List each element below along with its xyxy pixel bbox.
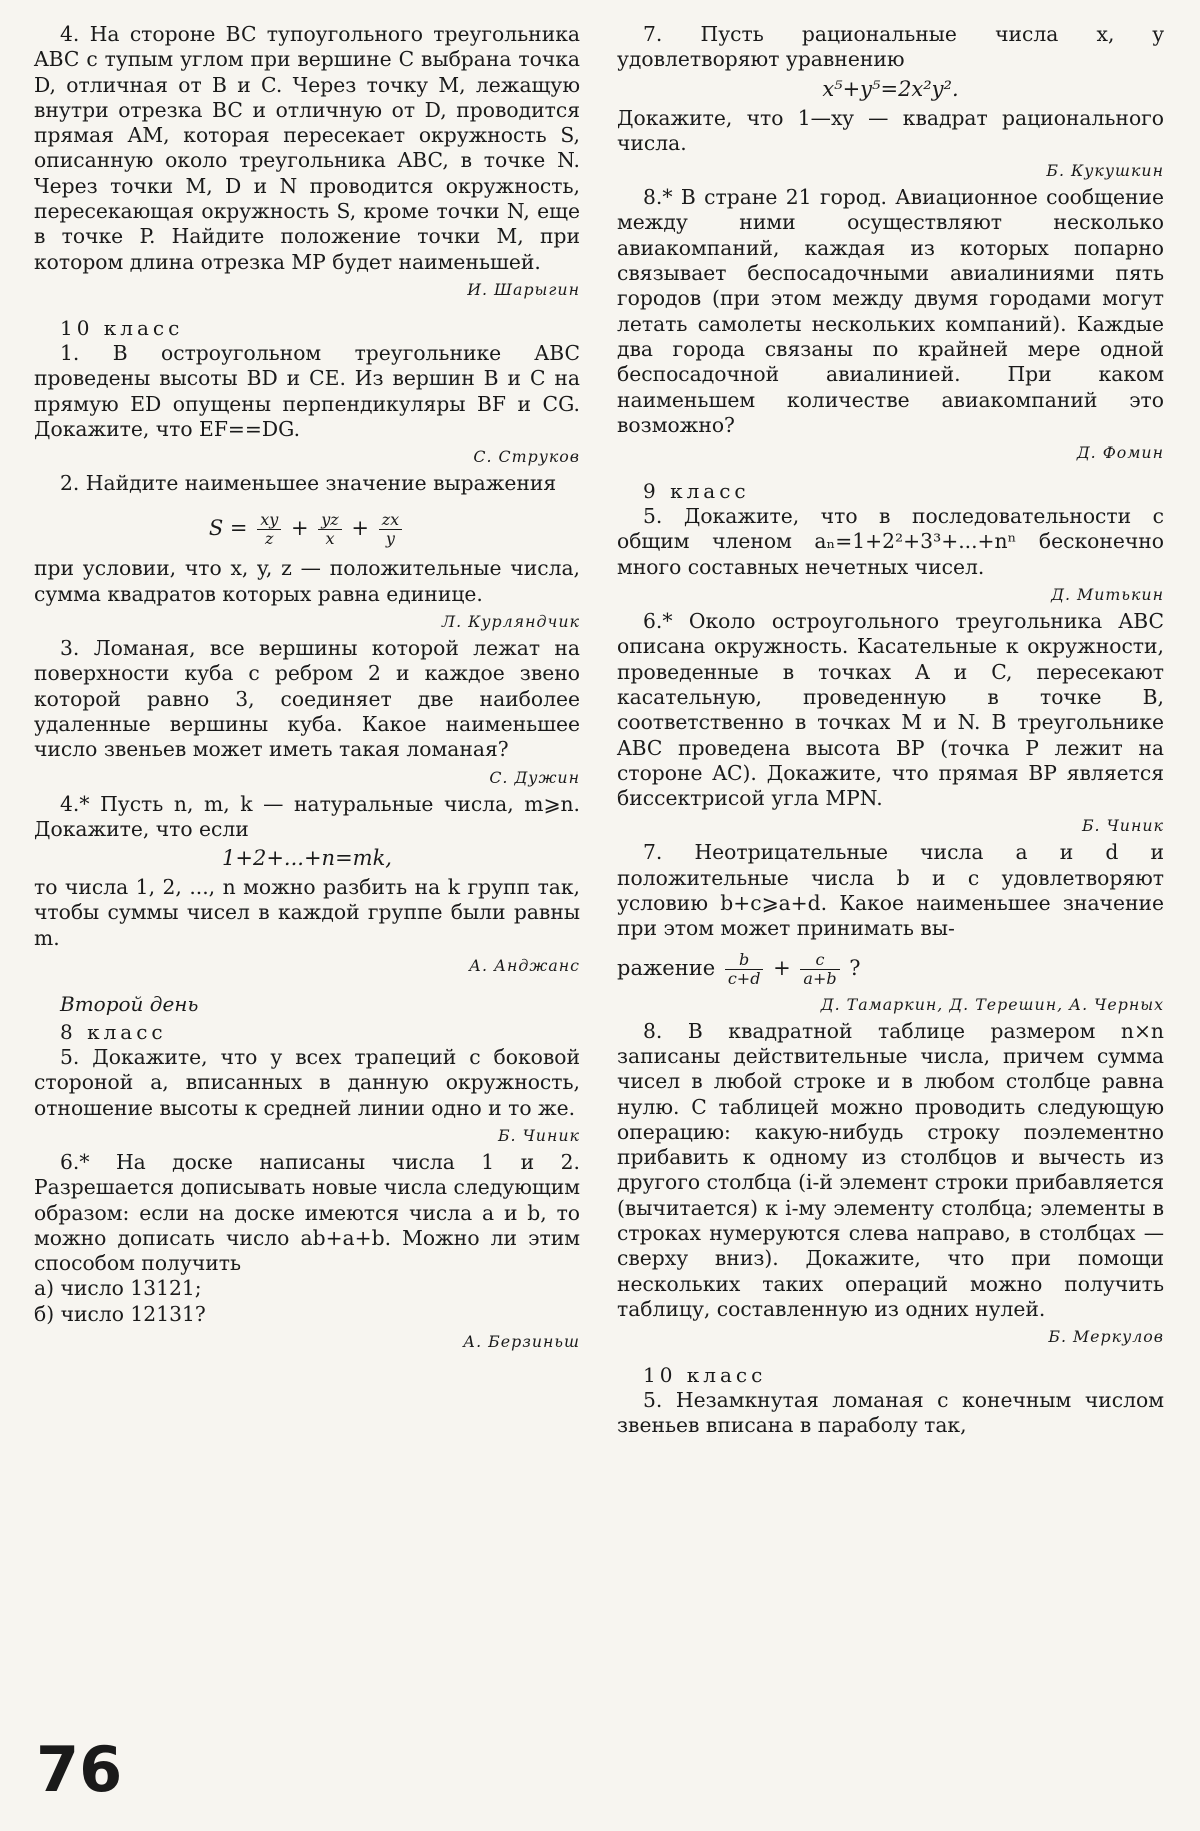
problem-author: Б. Чиник <box>1081 816 1164 836</box>
grade-heading-10: 10 класс <box>60 315 184 340</box>
fraction-zx-y: $\frac{zx}{y}$ <box>379 511 402 548</box>
question-mark: ? <box>849 955 861 980</box>
problem-10-3 <box>34 636 580 788</box>
problem-day2-9-5 <box>617 504 1164 606</box>
problem-day2-10-5 <box>617 1388 1164 1439</box>
problem-text: 2. Найдите наименьшее значение выражения <box>60 471 557 496</box>
formula-lhs: S = <box>208 516 248 541</box>
problem-author: Л. Курляндчик <box>441 612 580 632</box>
problem-author: С. Струков <box>473 447 580 467</box>
left-column <box>34 22 580 1356</box>
problem-9-8 <box>617 185 1164 464</box>
problem-day2-9-7 <box>617 840 1164 1015</box>
problem-author: Б. Кукушкин <box>1046 161 1164 181</box>
problem-text: 5. Докажите, что в последовательности с общим членом aₙ=1+2²+3³+...+nⁿ бесконечно много составных нечетных чисел. <box>617 504 1164 579</box>
problem-text: 3. Ломаная, все вершины которой лежат на поверхности куба с ребром 2 и каждое звено которой равно 3, соединяет две наиболее удаленные вершины куба. Какое наименьшее число звеньев может иметь такая ломаная? <box>34 636 580 762</box>
problem-text: 7. Неотрицательные числа a и d и положительные числа b и c удовлетворяют условию b+c⩾a+d. Какое наименьшее значение при этом может принимать вы- <box>617 840 1164 941</box>
problem-text: 8. В квадратной таблице размером n×n записаны действительные числа, причем сумма чисел в любой строке и в любом столбце равна нулю. С таблицей можно проводить следующую операцию: какую-нибудь строку поэлементно прибавить к одному из столбцов и вычесть из другого столбца (i-й элемент строки прибавляется (вычитается) к i-му элементу столбца; элементы в строках нумеруются слева направо, в столбцах — сверху вниз). Докажите, что при помощи нескольких таких операций можно получить таблицу, составленную из одних нулей. <box>617 1018 1164 1321</box>
problem-text: 7. Пусть рациональные числа x, y удовлетворяют уравнению <box>617 22 1164 72</box>
problem-8-5 <box>34 1045 580 1147</box>
problem-text: 6.* На доске написаны числа 1 и 2. Разрешается дописывать новые числа следующим образом: если на доске имеются числа a и b, то можно дописать число ab+a+b. Можно ли этим способом получить <box>34 1149 580 1276</box>
formula-equation: x⁵+y⁵=2x²y². <box>822 76 959 101</box>
problem-author: А. Анджанс <box>468 956 580 976</box>
problem-author: Д. Фомин <box>1076 443 1164 463</box>
problem-text: 5. Незамкнутая ломаная с конечным числом звеньев вписана в параболу так, <box>617 1388 1164 1438</box>
problem-item-b: б) число 12131? <box>34 1301 206 1326</box>
right-column <box>617 22 1164 1439</box>
problem-text: 8.* В стране 21 город. Авиационное сообщение между ними осуществляют несколько авиакомпаний, каждая из которых попарно связывает беспосадочными авиалиниями пять городов (при этом между двумя городами могут летать самолеты нескольких компаний). Каждые два города связаны по крайней мере одной беспосадочной авиалинией. При каком наименьшем количестве авиакомпаний это возможно? <box>617 185 1164 437</box>
expression-word: ражение <box>617 955 716 980</box>
grade-heading-9: 9 класс <box>643 479 750 504</box>
plus-sign: + <box>290 516 309 541</box>
plus-sign: + <box>351 516 370 541</box>
problem-text: 6.* Около остроугольного треугольника ABC описана окружность. Касательные к окружности, проведенные в точках A и C, пересекают касательную, проведенную в точке B, соответственно в точках M и N. В треугольнике ABC проведена высота BP (точка P лежит на стороне AC). Докажите, что прямая BP является биссектрисой угла MPN. <box>617 609 1164 811</box>
problem-9-7 <box>617 22 1164 182</box>
fraction-c-ab: $\frac{c}{a+b}$ <box>800 951 839 988</box>
problem-10-1 <box>34 341 580 468</box>
problem-text-continued: Докажите, что 1—xy — квадрат рационального числа. <box>617 105 1164 155</box>
plus-sign: + <box>773 955 791 980</box>
problem-author: Б. Меркулов <box>1048 1327 1164 1347</box>
problem-text: 5. Докажите, что у всех трапеций с боковой стороной a, вписанных в данную окружность, отношение высоты к средней линии одно и то же. <box>34 1045 580 1120</box>
fraction-yz-x: $\frac{yz}{x}$ <box>318 511 341 548</box>
problem-author: Д. Тамаркин, Д. Терешин, А. Черных <box>820 994 1164 1014</box>
fraction-xy-z: $\frac{xy}{z}$ <box>257 511 281 548</box>
problem-text: 4. На стороне BC тупоугольного треугольника ABC с тупым углом при вершине C выбрана точка D, отличная от B и C. Через точку M, лежащую внутри отрезка BC и отличную от D, проводится прямая AM, которая пересекает окружность S, описанную около треугольника ABC, в точке N. Через точки M, D и N проводится окружность, пересекающая окружность S, кроме точки N, еще в точке P. Найдите положение точки M, при котором длина отрезка MP будет наименьшей. <box>34 22 580 274</box>
formula-s <box>34 506 580 550</box>
grade-heading-10-day2: 10 класс <box>643 1363 767 1388</box>
problem-day2-9-8 <box>617 1019 1164 1349</box>
grade-heading-8: 8 класс <box>60 1020 167 1045</box>
problem-item-a: а) число 13121; <box>34 1276 202 1301</box>
problem-text-continued: при условии, что x, y, z — положительные числа, сумма квадратов которых равна единице. <box>34 556 580 606</box>
day-heading: Второй день <box>60 992 199 1017</box>
problem-text: 4.* Пусть n, m, k — натуральные числа, m⩾n. Докажите, что если <box>34 791 580 841</box>
page-number: 76 <box>36 1733 123 1806</box>
problem-10-4 <box>34 792 580 977</box>
problem-text-continued: то числа 1, 2, ..., n можно разбить на k групп так, чтобы суммы чисел в каждой группе были равны m. <box>34 875 580 950</box>
problem-author: И. Шарыгин <box>467 279 580 299</box>
expression-line <box>617 946 1164 990</box>
problem-author: Б. Чиник <box>497 1125 580 1145</box>
problem-author: С. Дужин <box>489 767 580 787</box>
problem-text: 1. В остроугольном треугольнике ABC проведены высоты BD и CE. Из вершин B и C на прямую ED опущены перпендикуляры BF и CG. Докажите, что EF==DG. <box>34 340 580 441</box>
problem-10-2 <box>34 471 580 633</box>
formula-sum: 1+2+...+n=mk, <box>222 846 392 871</box>
problem-author: Д. Митькин <box>1051 585 1164 605</box>
problem-author: А. Берзиньш <box>463 1331 580 1351</box>
problem-9-4 <box>34 22 580 301</box>
problem-day2-9-6 <box>617 609 1164 837</box>
fraction-b-cd: $\frac{b}{c+d}$ <box>725 951 764 988</box>
problem-8-6 <box>34 1150 580 1353</box>
